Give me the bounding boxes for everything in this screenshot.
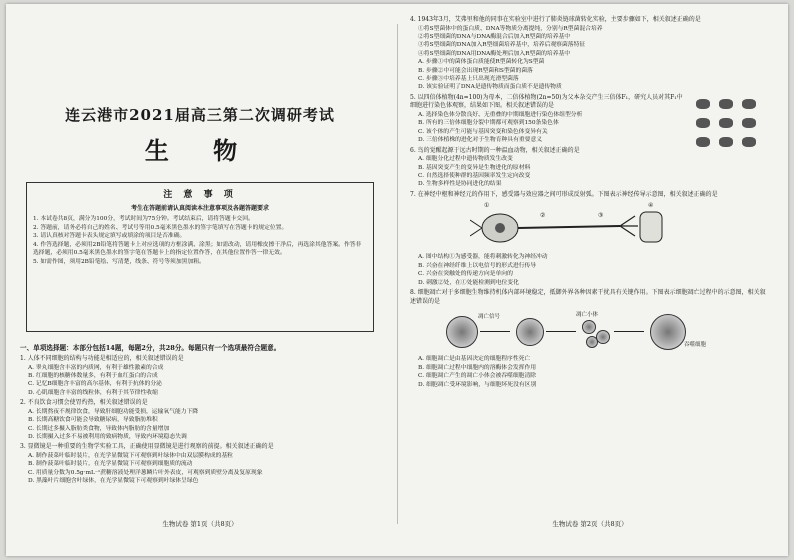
question-option: C. 用质量分数为0.5g·mL⁻¹蔗糖溶液处理洋葱鳞片叶外表皮，可观察到质壁分离及复原现象 [28,469,263,476]
apoptotic-body-icon [586,336,598,348]
notice-item: 1. 本试卷共8页，满分为100分，考试时间为75分钟。考试结束后，请将答题卡交回。 [33,216,254,222]
question-7 [410,191,770,287]
question-option: B. 步骤②中可能会出现R型菌和S型菌的菌落 [418,67,533,74]
question-option: C. 自然选择使种群的基因频率发生定向改变 [418,173,531,180]
question-5 [410,94,770,145]
apoptotic-body-icon [582,320,596,334]
neuron-diagram [470,202,670,250]
cell-icon [446,316,478,348]
phagocyte-icon [650,314,686,350]
apoptotic-body-icon [596,330,610,344]
chromosome-spread [696,99,710,109]
question-option: A. 长期熬夜不规律饮食，导致肝细胞功能受损，运输氧气能力下降 [28,408,199,415]
neuron-figure [470,202,670,250]
question-option: D. 三倍体植株的进化对于生物育种具有重要意义 [418,137,543,144]
question-option: A. 图中结构①为感受器，能将刺激转化为神经冲动 [418,254,548,261]
chromosome-spread [719,137,733,147]
notice-subtitle: 考生在答题前请认真阅读本注意事项及各题答题要求 [130,205,269,212]
question-option: D. 细胞凋亡受环境影响，与细胞坏死没有区别 [418,381,537,388]
notice-title: 注 意 事 项 [163,190,237,200]
apoptosis-label-signal: 凋亡信号 [478,314,501,321]
exam-sheet [6,4,788,556]
question-6 [410,147,770,189]
section-heading: 一、单项选择题：本部分包括14题，每题2分，共28分。每题只有一个选项最符合题意。 [20,344,281,352]
page-footer: 生物试卷 第1页（共8页） [162,520,238,528]
exam-title: 连云港市2021届高三第二次调研考试 [65,106,335,124]
notice-item: 4. 作答选择题，必须用2B铅笔将答题卡上对应选项的方框涂满、涂黑；如需改动，请用橡皮擦干净后，再选涂其他答案。作答非选择题，必须用0.5毫米黑色墨水的签字笔在答题卡上的指定位置作答，在其他位置作答一律无效。 [33,241,362,257]
notice-item: 3. 请认真核对答题卡表头规定填写或填涂的项目是否准确。 [33,233,186,240]
question-4 [410,16,770,92]
chromosome-spread [696,137,710,147]
question-3 [20,443,380,485]
apoptosis-label-body: 凋亡小体 [576,312,599,319]
question-option: D. 该实验证明了DNA是遗传物质而蛋白质不是遗传物质 [418,84,562,91]
question-option: C. 长期过多摄入脂肪类食物，导致体内脂肪的含量增加 [28,425,170,432]
question-option: D. 心肌细胞含丰富的线粒体，有利于其节律性收缩 [28,389,158,396]
page-divider [397,24,398,524]
question-1 [20,355,380,397]
apoptosis-label-phagocyte: 吞噬细胞 [684,342,707,349]
notice-item: 2. 答题前，请务必将自己的姓名、考试号等用0.5毫米黑色墨水的签字笔填写在答题卡的规定位置。 [33,224,288,231]
notice-item: 5. 如需作图，须用2B铅笔绘、写清楚，线条、符号等须加黑加粗。 [33,258,205,265]
chromosome-spread [719,99,733,109]
question-option: B. 基因突变产生的变异是生物进化的原材料 [418,164,531,171]
question-stem: 7. 在神经中枢和神经元的作用下，感受器与效应器之间可形成反射弧。下图表示神经传导示意图，相关叙述正确的是 [410,190,718,198]
question-option: C. 步骤③中培养基上只出现光滑型菌落 [418,76,519,83]
question-option: A. 细胞分化过程中遗传物质发生改变 [418,156,513,163]
question-option: C. 记忆B细胞含丰富的高尔基体，有利于抗体的分泌 [28,381,162,388]
question-option: B. 长期高糖饮食可能会导致糖尿病，导致脂肪堆积 [28,417,158,424]
chromosome-spread [742,99,756,109]
question-stem: 1. 人体不同细胞的结构与功能是相适应的，相关叙述错误的是 [20,355,184,362]
question-option: B. 所有的三倍体细胞分裂中期都可观察到150条染色体 [418,120,559,127]
question-option: C. 兴奋在突触处的传递方向是单向的 [418,271,513,278]
neuron-label-1: ① [484,202,490,210]
question-option: ④将S型细菌的DNA用DNA酶处理后加入R型菌的培养基中 [418,50,571,57]
question-stem: 3. 显微镜是一种重要的生物学实验工具，正确使用显微镜是进行观察的前提。相关叙述正确的是 [20,443,274,451]
apoptosis-figure [440,310,710,352]
chromosome-spread [719,118,733,128]
neuron-label-2: ② [540,212,546,220]
question-stem: 8. 细胞凋亡对于多细胞生物维持机体内部环境稳定，抵御外界各种因素干扰具有关键作用。下图表示细胞凋亡过程中的示意图，相关叙述错误的是 [410,289,766,305]
question-option: B. 兴奋在神经纤维上以电信号的形式进行传导 [418,262,537,269]
notice-box [26,182,374,332]
question-option: B. 红细胞的核糖体数量多，有利于血红蛋白的合成 [28,373,158,379]
question-option: ①将S型菌体中的蛋白质、DNA等物质分离提纯，分别与R型菌混合培养 [418,25,603,32]
question-option: B. 制作菠菜叶临时装片，在光学显微镜下可观察到细胞质的流动 [28,461,193,468]
chromosome-micrograph-figure [694,96,768,148]
question-option: A. 睾丸细胞含丰富的内质网，有利于雄性激素的合成 [28,364,164,371]
question-option: B. 细胞凋亡过程中细胞内的溶酶体会发挥作用 [418,364,537,371]
arrow-icon [546,331,576,332]
question-option: A. 选择染色体分散良好、无重叠的中期细胞进行染色体组型分析 [418,112,583,119]
question-stem: 2. 不良饮食习惯会使胃灼热，相关叙述错误的是 [20,399,148,407]
question-2 [20,399,380,441]
question-option: A. 细胞凋亡是由基因决定的细胞程序性死亡 [418,356,531,363]
left-page [20,14,380,534]
question-option: D. 长期摄入过多不易被利用的致病物质，导致内环境稳态失调 [28,434,187,441]
chromosome-spread [742,118,756,128]
question-stem: 6. 鸟的觉醒起源于远古时期的一种温血动物，相关叙述正确的是 [410,146,580,154]
right-page [410,14,770,534]
question-option: D. 刺激②处，在①处能检测到电位变化 [418,279,519,286]
shrinking-cell-icon [516,318,544,346]
chromosome-spread [696,118,710,128]
question-option: C. 细胞凋亡产生的凋亡小体会被吞噬细胞清除 [418,373,537,380]
arrow-icon [614,331,644,332]
chromosome-spread [742,137,756,147]
question-option: A. 制作菠菜叶临时装片，在光学显微镜下可观察到叶绿体中由双层膜构成的基粒 [28,453,233,460]
question-option: A. 步骤①中的菌体蛋白质能使R型菌转化为S型菌 [418,59,545,66]
neuron-label-3: ③ [598,212,604,220]
question-option: D. 生物多样性是协同进化的结果 [418,181,502,188]
exam-subject: 生 物 [144,136,256,165]
page-footer: 生物试卷 第2页（共8页） [552,520,628,528]
question-option: D. 黑藻叶片细胞含叶绿体，在光学显微镜下可观察到叶绿体呈绿色 [28,478,199,485]
question-8 [410,289,770,389]
arrow-icon [480,331,510,332]
question-option: ②将S型细菌的DNA与DNA酶混合后加入R型菌的培养基中 [418,34,571,40]
question-option: ③将S型细菌的DNA加入R型细菌培养基中，培养后观察菌落特征 [418,42,586,49]
question-option: C. 该个体的产生可能与基因突变和染色体变异有关 [418,128,548,135]
question-stem: 4. 1943年3月，艾弗里和他的同事在实验室中进行了肺炎链球菌转化实验，主要步骤如下，相关叙述正确的是 [410,16,701,23]
question-stem: 5. 以四倍体植物(4n=100)为母本，二倍体植物(2n=50)为父本杂交产生三倍体F₁，研究人员对其F₁中细胞进行染色体观察，结果如下图。相关叙述错误的是 [410,93,683,110]
neuron-label-4: ④ [648,202,654,210]
